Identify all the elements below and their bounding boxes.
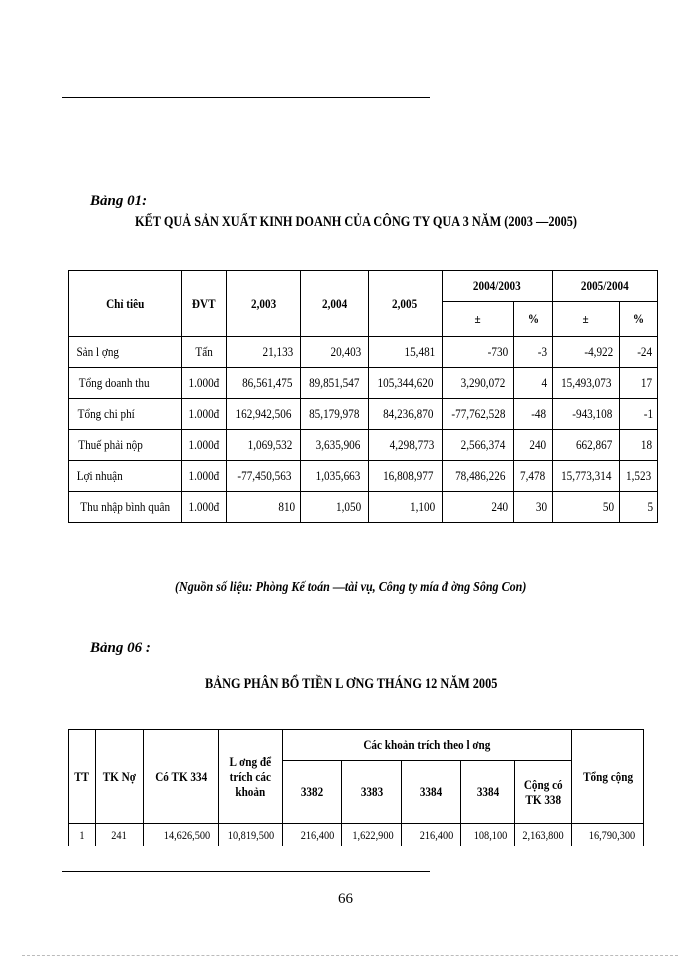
header-pct-2: % bbox=[620, 302, 658, 337]
row-2003: 86,561,475 bbox=[227, 368, 301, 399]
row-2005: 15,481 bbox=[368, 337, 442, 368]
row-diff-2: 662,867 bbox=[552, 430, 620, 461]
header-dvt: ĐVT bbox=[182, 271, 227, 337]
header-diff-2: ± bbox=[552, 302, 620, 337]
header-2004-2003: 2004/2003 bbox=[442, 271, 552, 302]
row-2003: 1,069,532 bbox=[227, 430, 301, 461]
header-2004: 2,004 bbox=[301, 271, 369, 337]
row-2004: 89,851,547 bbox=[301, 368, 369, 399]
table-row bbox=[69, 399, 658, 430]
header-3383: 3383 bbox=[342, 761, 402, 824]
row-pct-1: 240 bbox=[514, 430, 552, 461]
header-3384-a: 3384 bbox=[401, 761, 461, 824]
row-2005: 16,808,977 bbox=[368, 461, 442, 492]
row-2005: 105,344,620 bbox=[368, 368, 442, 399]
row-diff-2: 15,493,073 bbox=[552, 368, 620, 399]
table-06-title: BẢNG PHÂN BỔ TIỀN L ƠNG THÁNG 12 NĂM 2005 bbox=[205, 676, 498, 692]
salary-allocation-table bbox=[68, 729, 644, 846]
row-2003: 162,942,506 bbox=[227, 399, 301, 430]
row-unit: 1.000đ bbox=[182, 430, 227, 461]
row-diff-2: -4,922 bbox=[552, 337, 620, 368]
cell-tong-cong: 16,790,300 bbox=[572, 824, 644, 847]
data-source-note: (Nguồn số liệu: Phòng Kế toán —tài vụ, Công ty mía đ ờng Sông Con) bbox=[175, 580, 527, 595]
row-name: Lợi nhuận bbox=[69, 461, 182, 492]
header-diff-1: ± bbox=[442, 302, 514, 337]
row-diff-1: 3,290,072 bbox=[442, 368, 514, 399]
row-2004: 20,403 bbox=[301, 337, 369, 368]
business-results-table bbox=[68, 270, 658, 523]
row-unit: 1.000đ bbox=[182, 368, 227, 399]
table-row bbox=[69, 824, 644, 847]
table-row bbox=[69, 337, 658, 368]
row-diff-1: -730 bbox=[442, 337, 514, 368]
header-co-tk-334: Có TK 334 bbox=[143, 730, 219, 824]
row-unit: 1.000đ bbox=[182, 399, 227, 430]
row-2004: 3,635,906 bbox=[301, 430, 369, 461]
row-diff-1: 78,486,226 bbox=[442, 461, 514, 492]
cell-luong: 10,819,500 bbox=[219, 824, 283, 847]
header-tk-no: TK Nợ bbox=[95, 730, 143, 824]
row-diff-2: 15,773,314 bbox=[552, 461, 620, 492]
row-pct-2: 1,523 bbox=[620, 461, 658, 492]
row-diff-1: -77,762,528 bbox=[442, 399, 514, 430]
row-2004: 1,050 bbox=[301, 492, 369, 523]
table-01-title: KẾT QUẢ SẢN XUẤT KINH DOANH CỦA CÔNG TY QUA 3 NĂM (2003 —2005) bbox=[135, 214, 578, 230]
header-luong-de-trich: L ơng để trích các khoản bbox=[219, 730, 283, 824]
row-name: Tổng chi phí bbox=[69, 399, 182, 430]
header-cac-khoan-trich: Các khoản trích theo l ơng bbox=[282, 730, 572, 761]
row-pct-2: 17 bbox=[620, 368, 658, 399]
row-diff-1: 2,566,374 bbox=[442, 430, 514, 461]
header-tong-cong: Tổng cộng bbox=[572, 730, 644, 824]
cell-co-tk-334: 14,626,500 bbox=[143, 824, 219, 847]
row-pct-1: -48 bbox=[514, 399, 552, 430]
row-pct-2: 5 bbox=[620, 492, 658, 523]
table-row bbox=[69, 430, 658, 461]
row-pct-1: 30 bbox=[514, 492, 552, 523]
row-diff-1: 240 bbox=[442, 492, 514, 523]
cell-3384-b: 108,100 bbox=[461, 824, 514, 847]
row-2005: 1,100 bbox=[368, 492, 442, 523]
header-3382: 3382 bbox=[282, 761, 342, 824]
row-pct-1: -3 bbox=[514, 337, 552, 368]
cell-3384-a: 216,400 bbox=[401, 824, 461, 847]
header-tt: TT bbox=[69, 730, 96, 824]
table-row bbox=[69, 492, 658, 523]
row-2005: 4,298,773 bbox=[368, 430, 442, 461]
header-2003: 2,003 bbox=[227, 271, 301, 337]
header-3384-b: 3384 bbox=[461, 761, 514, 824]
table-01-label: Bảng 01: bbox=[90, 193, 148, 209]
row-2003: -77,450,563 bbox=[227, 461, 301, 492]
row-name: Sản l ợng bbox=[69, 337, 182, 368]
cell-tt: 1 bbox=[69, 824, 96, 847]
row-name: Tổng doanh thu bbox=[69, 368, 182, 399]
row-name: Thu nhập bình quân bbox=[69, 492, 182, 523]
row-pct-1: 7,478 bbox=[514, 461, 552, 492]
row-2004: 1,035,663 bbox=[301, 461, 369, 492]
row-2003: 810 bbox=[227, 492, 301, 523]
row-2004: 85,179,978 bbox=[301, 399, 369, 430]
header-chi-tieu: Chỉ tiêu bbox=[69, 271, 182, 337]
header-2005: 2,005 bbox=[368, 271, 442, 337]
table-row bbox=[69, 368, 658, 399]
page-number: 66 bbox=[338, 891, 353, 907]
row-unit: 1.000đ bbox=[182, 461, 227, 492]
header-cong-co-tk-338: Cộng có TK 338 bbox=[514, 761, 572, 824]
row-name: Thuế phải nộp bbox=[69, 430, 182, 461]
row-2005: 84,236,870 bbox=[368, 399, 442, 430]
row-pct-1: 4 bbox=[514, 368, 552, 399]
row-unit: Tấn bbox=[182, 337, 227, 368]
bottom-rule bbox=[62, 871, 430, 872]
cell-tk-no: 241 bbox=[95, 824, 143, 847]
row-pct-2: -1 bbox=[620, 399, 658, 430]
row-unit: 1.000đ bbox=[182, 492, 227, 523]
row-2003: 21,133 bbox=[227, 337, 301, 368]
row-pct-2: 18 bbox=[620, 430, 658, 461]
cell-cong-co: 2,163,800 bbox=[514, 824, 572, 847]
table-06-label: Bảng 06 : bbox=[90, 640, 151, 656]
header-pct-1: % bbox=[514, 302, 552, 337]
row-diff-2: -943,108 bbox=[552, 399, 620, 430]
header-2005-2004: 2005/2004 bbox=[552, 271, 658, 302]
row-diff-2: 50 bbox=[552, 492, 620, 523]
cell-3383: 1,622,900 bbox=[342, 824, 402, 847]
page-edge-dashed-line bbox=[22, 955, 678, 956]
row-pct-2: -24 bbox=[620, 337, 658, 368]
cell-3382: 216,400 bbox=[282, 824, 342, 847]
top-rule bbox=[62, 97, 430, 98]
table-row bbox=[69, 461, 658, 492]
